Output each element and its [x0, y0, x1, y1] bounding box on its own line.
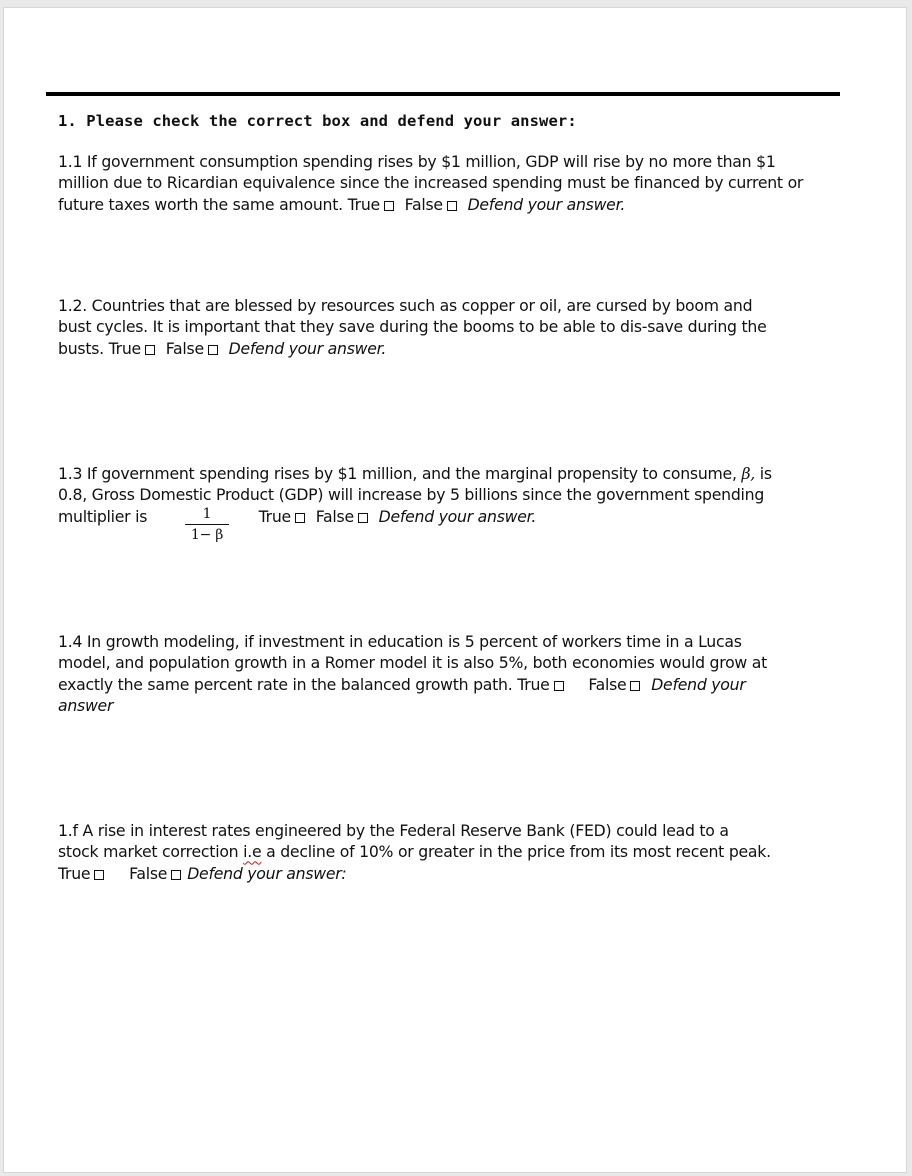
defend-prompt: Defend your answer. [378, 506, 537, 526]
question-1-2 [58, 295, 858, 359]
question-text: 1.f A rise in interest rates engineered by the Federal Reserve Bank (FED) could lead to a [58, 821, 729, 840]
true-checkbox[interactable] [554, 681, 564, 691]
defend-prompt: Defend your answer. [467, 194, 626, 214]
false-checkbox[interactable] [447, 201, 457, 211]
true-label: True [347, 194, 380, 214]
beta-symbol: β, [741, 464, 755, 483]
false-checkbox[interactable] [208, 345, 218, 355]
question-1-f [58, 820, 858, 884]
false-checkbox[interactable] [630, 681, 640, 691]
true-checkbox[interactable] [295, 513, 305, 523]
question-text: 1.4 In growth modeling, if investment in education is 5 percent of workers time in a Lucas [58, 632, 742, 651]
question-text: 1.3 If government spending rises by $1 million, and the marginal propensity to consume, [58, 464, 737, 483]
defend-prompt: Defend your answer: [187, 863, 347, 883]
true-checkbox[interactable] [384, 201, 394, 211]
question-text: stock market correction [58, 842, 239, 862]
question-text: 1.1 If government consumption spending rises by $1 million, GDP will rise by no more than $1 [58, 152, 776, 171]
true-checkbox[interactable] [145, 345, 155, 355]
document-page [3, 7, 907, 1173]
false-label: False [315, 506, 354, 526]
question-text: model, and population growth in a Romer model it is also 5%, both economies would grow at [58, 653, 768, 673]
question-text: bust cycles. It is important that they save during the booms to be able to dis-save during the [58, 317, 767, 337]
false-label: False [404, 194, 443, 214]
true-label: True [108, 338, 141, 358]
question-text: million due to Ricardian equivalence since the increased spending must be financed by current or [58, 173, 804, 193]
true-checkbox[interactable] [94, 870, 104, 880]
true-label: True [258, 506, 291, 526]
question-text: exactly the same percent rate in the balanced growth path. [58, 674, 513, 694]
question-text: 1.2. Countries that are blessed by resources such as copper or oil, are cursed by boom and [58, 296, 753, 315]
fraction-denominator: 1− β [190, 527, 224, 543]
multiplier-fraction [185, 505, 229, 545]
question-1-1 [58, 151, 858, 215]
question-text: 0.8, Gross Domestic Product (GDP) will increase by 5 billions since the government spending [58, 485, 765, 505]
section-heading: 1. Please check the correct box and defend your answer: [58, 112, 577, 130]
defend-prompt-cont: answer [58, 695, 114, 715]
false-label: False [129, 863, 168, 883]
question-text: busts. [58, 338, 104, 358]
question-text: multiplier is [58, 506, 148, 526]
question-1-4 [58, 631, 858, 716]
question-text: is [759, 464, 772, 483]
spellcheck-word: i.e [243, 842, 262, 862]
question-text: a decline of 10% or greater in the price from its most recent peak. [266, 842, 771, 862]
false-checkbox[interactable] [171, 870, 181, 880]
true-label: True [58, 863, 91, 883]
false-label: False [165, 338, 204, 358]
header-rule [46, 92, 840, 96]
question-text: future taxes worth the same amount. [58, 194, 343, 214]
true-label: True [517, 674, 550, 694]
defend-prompt: Defend your answer. [228, 338, 387, 358]
false-label: False [588, 674, 627, 694]
defend-prompt: Defend your [651, 674, 746, 694]
false-checkbox[interactable] [358, 513, 368, 523]
fraction-numerator: 1 [185, 505, 229, 525]
